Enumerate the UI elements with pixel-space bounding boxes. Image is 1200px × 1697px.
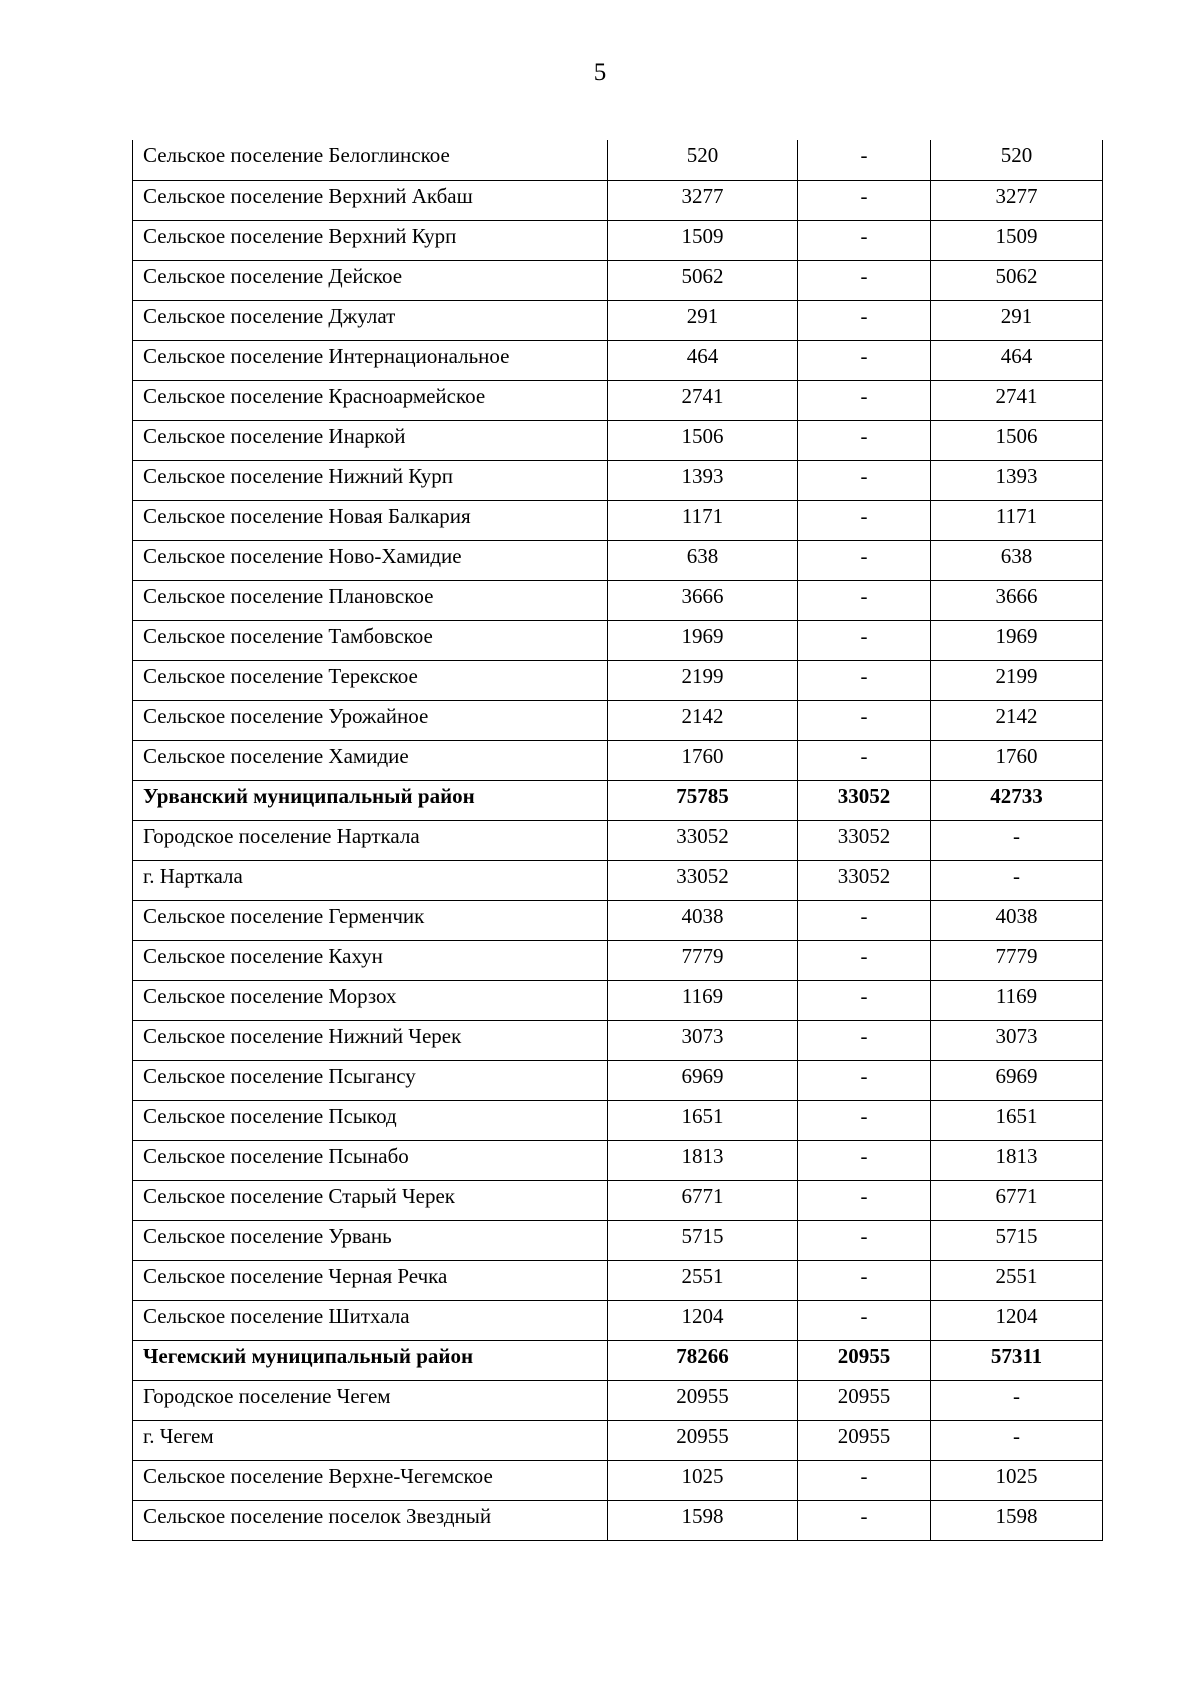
total-population-cell: 1393	[608, 460, 798, 500]
urban-population-cell: -	[798, 420, 931, 460]
urban-population-cell: -	[798, 220, 931, 260]
rural-population-cell: 3277	[931, 180, 1103, 220]
urban-population-cell: -	[798, 1500, 931, 1540]
rural-population-cell: 291	[931, 300, 1103, 340]
total-population-cell: 7779	[608, 940, 798, 980]
settlement-name-cell: Сельское поселение Нижний Курп	[133, 460, 608, 500]
rural-population-cell: 1204	[931, 1300, 1103, 1340]
settlement-name-cell: Сельское поселение Верхне-Чегемское	[133, 1460, 608, 1500]
settlement-name-cell: Сельское поселение Хамидие	[133, 740, 608, 780]
table-row	[133, 1100, 1103, 1140]
table-row	[133, 740, 1103, 780]
settlement-name-cell: Сельское поселение Терекское	[133, 660, 608, 700]
settlement-name-cell: Сельское поселение Тамбовское	[133, 620, 608, 660]
rural-population-cell: 2741	[931, 380, 1103, 420]
urban-population-cell: -	[798, 1220, 931, 1260]
urban-population-cell: -	[798, 580, 931, 620]
urban-population-cell: -	[798, 740, 931, 780]
urban-population-cell: -	[798, 1060, 931, 1100]
total-population-cell: 75785	[608, 780, 798, 820]
rural-population-cell: 2199	[931, 660, 1103, 700]
total-population-cell: 1598	[608, 1500, 798, 1540]
total-population-cell: 2199	[608, 660, 798, 700]
total-population-cell: 1171	[608, 500, 798, 540]
settlement-name-cell: Сельское поселение Красноармейское	[133, 380, 608, 420]
total-population-cell: 464	[608, 340, 798, 380]
table-row	[133, 980, 1103, 1020]
table-row	[133, 820, 1103, 860]
table-row	[133, 1220, 1103, 1260]
settlement-name-cell: Сельское поселение Герменчик	[133, 900, 608, 940]
settlement-name-cell: Сельское поселение Морзох	[133, 980, 608, 1020]
rural-population-cell: -	[931, 1420, 1103, 1460]
urban-population-cell: 20955	[798, 1340, 931, 1380]
table-row	[133, 1460, 1103, 1500]
rural-population-cell: 1651	[931, 1100, 1103, 1140]
urban-population-cell: -	[798, 380, 931, 420]
urban-population-cell: -	[798, 340, 931, 380]
settlement-name-cell: Сельское поселение Псыгансу	[133, 1060, 608, 1100]
rural-population-cell: -	[931, 820, 1103, 860]
total-population-cell: 20955	[608, 1420, 798, 1460]
district-total-row	[133, 780, 1103, 820]
urban-population-cell: -	[798, 660, 931, 700]
total-population-cell: 1760	[608, 740, 798, 780]
urban-population-cell: -	[798, 1140, 931, 1180]
page-number: 5	[593, 59, 607, 86]
total-population-cell: 5062	[608, 260, 798, 300]
settlement-name-cell: г. Нарткала	[133, 860, 608, 900]
rural-population-cell: 1598	[931, 1500, 1103, 1540]
rural-population-cell: 1813	[931, 1140, 1103, 1180]
rural-population-cell: 4038	[931, 900, 1103, 940]
table-row	[133, 1300, 1103, 1340]
settlement-name-cell: Сельское поселение Шитхала	[133, 1300, 608, 1340]
rural-population-cell: 1760	[931, 740, 1103, 780]
table-row	[133, 140, 1103, 180]
urban-population-cell: -	[798, 460, 931, 500]
total-population-cell: 5715	[608, 1220, 798, 1260]
urban-population-cell: 20955	[798, 1420, 931, 1460]
total-population-cell: 20955	[608, 1380, 798, 1420]
rural-population-cell: 1509	[931, 220, 1103, 260]
total-population-cell: 1169	[608, 980, 798, 1020]
total-population-cell: 78266	[608, 1340, 798, 1380]
table-row	[133, 1380, 1103, 1420]
settlement-name-cell: Сельское поселение Кахун	[133, 940, 608, 980]
table-row	[133, 540, 1103, 580]
total-population-cell: 1651	[608, 1100, 798, 1140]
total-population-cell: 520	[608, 140, 798, 180]
rural-population-cell: -	[931, 860, 1103, 900]
urban-population-cell: -	[798, 980, 931, 1020]
table-row	[133, 340, 1103, 380]
rural-population-cell: 1393	[931, 460, 1103, 500]
settlement-name-cell: Сельское поселение Новая Балкария	[133, 500, 608, 540]
settlement-name-cell: г. Чегем	[133, 1420, 608, 1460]
settlement-name-cell: Городское поселение Нарткала	[133, 820, 608, 860]
total-population-cell: 2741	[608, 380, 798, 420]
settlement-name-cell: Сельское поселение Псынабо	[133, 1140, 608, 1180]
total-population-cell: 3073	[608, 1020, 798, 1060]
settlement-name-cell: Сельское поселение Старый Черек	[133, 1180, 608, 1220]
settlement-name-cell: Сельское поселение Белоглинское	[133, 140, 608, 180]
rural-population-cell: 3666	[931, 580, 1103, 620]
table-row	[133, 900, 1103, 940]
urban-population-cell: 33052	[798, 860, 931, 900]
total-population-cell: 33052	[608, 860, 798, 900]
settlement-name-cell: Урванский муниципальный район	[133, 780, 608, 820]
total-population-cell: 638	[608, 540, 798, 580]
settlement-name-cell: Сельское поселение Верхний Курп	[133, 220, 608, 260]
settlement-name-cell: Чегемский муниципальный район	[133, 1340, 608, 1380]
table-row	[133, 1500, 1103, 1540]
total-population-cell: 1506	[608, 420, 798, 460]
rural-population-cell: 7779	[931, 940, 1103, 980]
table-row	[133, 860, 1103, 900]
urban-population-cell: -	[798, 300, 931, 340]
urban-population-cell: -	[798, 260, 931, 300]
rural-population-cell: 1969	[931, 620, 1103, 660]
settlement-name-cell: Сельское поселение Черная Речка	[133, 1260, 608, 1300]
total-population-cell: 1813	[608, 1140, 798, 1180]
table-row	[133, 620, 1103, 660]
table-row	[133, 1060, 1103, 1100]
rural-population-cell: 6771	[931, 1180, 1103, 1220]
table-row	[133, 1140, 1103, 1180]
population-table-wrapper	[132, 140, 1103, 1541]
urban-population-cell: -	[798, 500, 931, 540]
total-population-cell: 1025	[608, 1460, 798, 1500]
urban-population-cell: -	[798, 940, 931, 980]
total-population-cell: 2142	[608, 700, 798, 740]
settlement-name-cell: Сельское поселение Верхний Акбаш	[133, 180, 608, 220]
total-population-cell: 3666	[608, 580, 798, 620]
urban-population-cell: -	[798, 1300, 931, 1340]
total-population-cell: 4038	[608, 900, 798, 940]
urban-population-cell: -	[798, 1100, 931, 1140]
total-population-cell: 291	[608, 300, 798, 340]
rural-population-cell: 6969	[931, 1060, 1103, 1100]
table-row	[133, 460, 1103, 500]
rural-population-cell: 5715	[931, 1220, 1103, 1260]
urban-population-cell: -	[798, 1260, 931, 1300]
urban-population-cell: -	[798, 140, 931, 180]
table-row	[133, 1260, 1103, 1300]
rural-population-cell: -	[931, 1380, 1103, 1420]
table-row	[133, 220, 1103, 260]
total-population-cell: 6969	[608, 1060, 798, 1100]
urban-population-cell: -	[798, 180, 931, 220]
table-row	[133, 420, 1103, 460]
settlement-name-cell: Сельское поселение Интернациональное	[133, 340, 608, 380]
rural-population-cell: 5062	[931, 260, 1103, 300]
table-row	[133, 500, 1103, 540]
urban-population-cell: -	[798, 540, 931, 580]
rural-population-cell: 1171	[931, 500, 1103, 540]
rural-population-cell: 3073	[931, 1020, 1103, 1060]
settlement-name-cell: Сельское поселение Инаркой	[133, 420, 608, 460]
total-population-cell: 2551	[608, 1260, 798, 1300]
settlement-name-cell: Сельское поселение поселок Звездный	[133, 1500, 608, 1540]
urban-population-cell: 20955	[798, 1380, 931, 1420]
table-row	[133, 580, 1103, 620]
settlement-name-cell: Сельское поселение Псыкод	[133, 1100, 608, 1140]
settlement-name-cell: Городское поселение Чегем	[133, 1380, 608, 1420]
table-row	[133, 660, 1103, 700]
rural-population-cell: 464	[931, 340, 1103, 380]
table-row	[133, 1420, 1103, 1460]
population-table	[132, 140, 1103, 1541]
settlement-name-cell: Сельское поселение Джулат	[133, 300, 608, 340]
table-row	[133, 700, 1103, 740]
table-row	[133, 180, 1103, 220]
urban-population-cell: 33052	[798, 780, 931, 820]
urban-population-cell: -	[798, 620, 931, 660]
rural-population-cell: 1025	[931, 1460, 1103, 1500]
rural-population-cell: 57311	[931, 1340, 1103, 1380]
total-population-cell: 33052	[608, 820, 798, 860]
settlement-name-cell: Сельское поселение Нижний Черек	[133, 1020, 608, 1060]
total-population-cell: 1969	[608, 620, 798, 660]
rural-population-cell: 520	[931, 140, 1103, 180]
total-population-cell: 1204	[608, 1300, 798, 1340]
rural-population-cell: 42733	[931, 780, 1103, 820]
rural-population-cell: 2142	[931, 700, 1103, 740]
rural-population-cell: 1506	[931, 420, 1103, 460]
urban-population-cell: -	[798, 1020, 931, 1060]
settlement-name-cell: Сельское поселение Плановское	[133, 580, 608, 620]
table-row	[133, 1180, 1103, 1220]
rural-population-cell: 1169	[931, 980, 1103, 1020]
table-row	[133, 300, 1103, 340]
settlement-name-cell: Сельское поселение Урожайное	[133, 700, 608, 740]
urban-population-cell: -	[798, 900, 931, 940]
total-population-cell: 3277	[608, 180, 798, 220]
table-body	[133, 140, 1103, 1540]
settlement-name-cell: Сельское поселение Дейское	[133, 260, 608, 300]
urban-population-cell: -	[798, 1460, 931, 1500]
district-total-row	[133, 1340, 1103, 1380]
table-row	[133, 1020, 1103, 1060]
settlement-name-cell: Сельское поселение Ново-Хамидие	[133, 540, 608, 580]
rural-population-cell: 638	[931, 540, 1103, 580]
total-population-cell: 1509	[608, 220, 798, 260]
settlement-name-cell: Сельское поселение Урвань	[133, 1220, 608, 1260]
urban-population-cell: 33052	[798, 820, 931, 860]
rural-population-cell: 2551	[931, 1260, 1103, 1300]
table-row	[133, 260, 1103, 300]
table-row	[133, 380, 1103, 420]
total-population-cell: 6771	[608, 1180, 798, 1220]
urban-population-cell: -	[798, 700, 931, 740]
table-row	[133, 940, 1103, 980]
urban-population-cell: -	[798, 1180, 931, 1220]
